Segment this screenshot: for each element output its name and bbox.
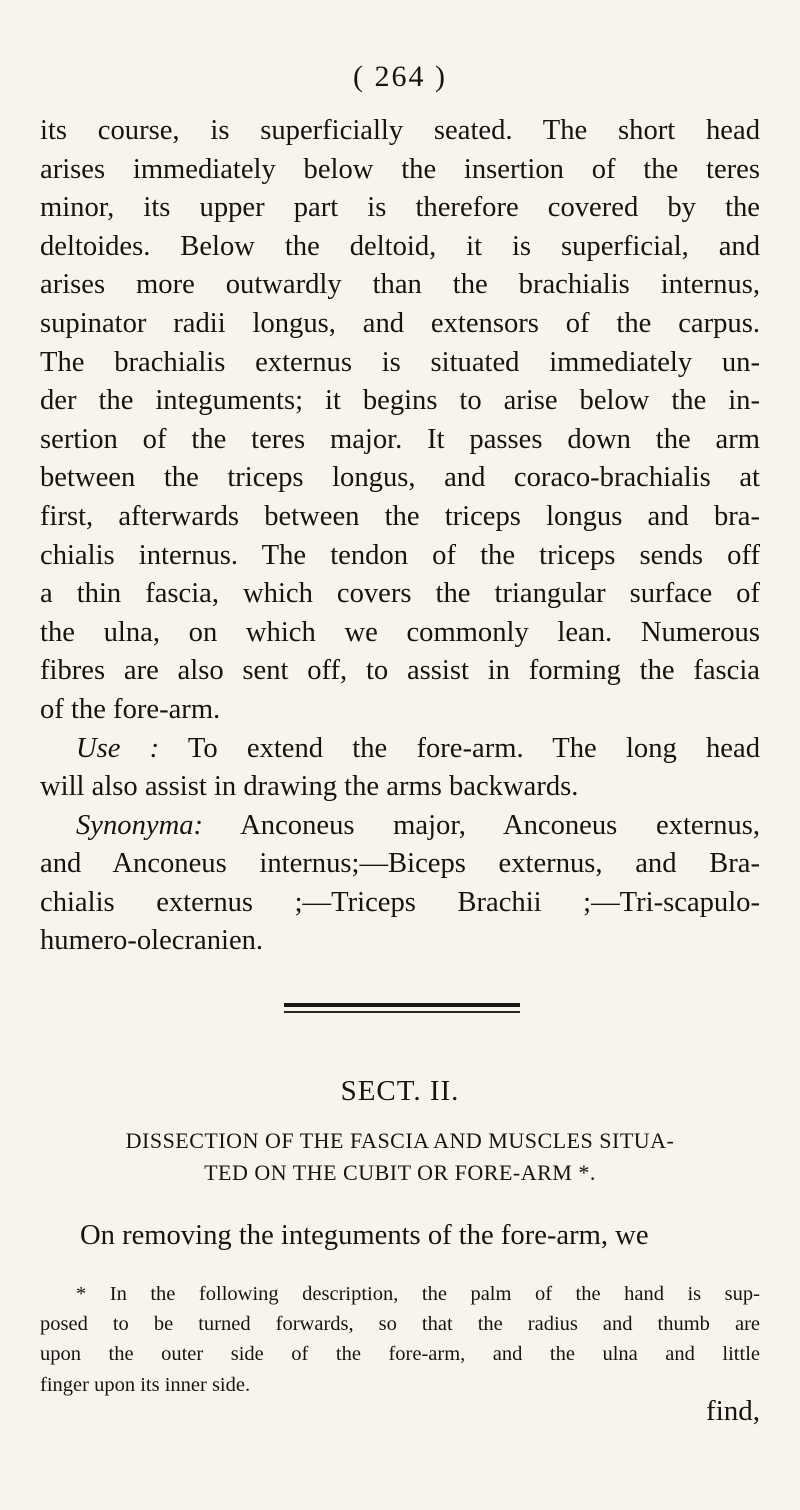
text-line: the ulna, on which we commonly lean. Numerous [40,616,760,648]
divider-thick-rule [284,1003,520,1007]
footnote-line: posed to be turned forwards, so that the radius and thumb are [40,1313,760,1336]
text-line: will also assist in drawing the arms backwards. [40,771,579,803]
section-opening-line: On removing the integuments of the fore-arm, we [80,1220,649,1251]
text-line: chialis externus ;—Triceps Brachii ;—Tri-scapulo- [40,886,760,918]
text-line: der the integuments; it begins to arise below the in- [40,385,760,417]
paragraph-synonyma [40,807,760,961]
text-line: chialis internus. The tendon of the triceps sends off [40,539,760,571]
section-heading [40,1125,760,1189]
text-line: a thin fascia, which covers the triangular surface of [40,578,760,610]
text-line: supinator radii longus, and extensors of the carpus. [40,307,760,339]
footnote-line: * In the following description, the palm of the hand is sup- [76,1283,760,1305]
footnote [40,1279,760,1400]
section-divider [284,1003,520,1013]
body-text [40,112,760,961]
heading-line: TED ON THE CUBIT OR FORE-ARM *. [204,1160,596,1185]
text-line: The brachialis externus is situated immediately un- [40,346,760,378]
paragraph-triceps [40,112,760,730]
paragraph-use [40,730,760,807]
text-line: of the fore-arm. [40,693,221,725]
text-line: and Anconeus internus;—Biceps externus, and Bra- [40,848,760,880]
page-number: ( 264 ) [353,60,447,93]
use-text: To extend the fore-arm. The long head [159,732,760,764]
footnote-line: upon the outer side of the fore-arm, and the ulna and little [40,1343,760,1366]
heading-line: DISSECTION OF THE FASCIA AND MUSCLES SITUA- [125,1128,675,1153]
text-line: fibres are also sent off, to assist in forming the fascia [40,655,760,687]
synonyma-label: Synonyma: [76,809,204,841]
text-line [40,730,760,769]
use-label: Use : [76,732,160,764]
footnote-line: finger upon its inner side. [40,1373,251,1396]
text-line: deltoides. Below the deltoid, it is superficial, and [40,230,760,262]
synonyma-text: Anconeus major, Anconeus externus, [203,809,760,841]
text-line: sertion of the teres major. It passes down the arm [40,423,760,455]
text-line: between the triceps longus, and coraco-brachialis at [40,462,760,494]
text-line: its course, is superficially seated. The short head [40,115,760,146]
section-number: SECT. II. [340,1075,460,1107]
text-line: arises more outwardly than the brachialis internus, [40,269,760,301]
text-line [40,807,760,846]
text-line: arises immediately below the insertion of the teres [40,153,760,185]
text-line: minor, its upper part is therefore covered by the [40,192,760,224]
divider-thin-rule [284,1011,520,1013]
text-line: first, afterwards between the triceps longus and bra- [40,500,760,532]
text-line: humero-olecranien. [40,925,264,957]
catchword: find, [706,1395,760,1427]
